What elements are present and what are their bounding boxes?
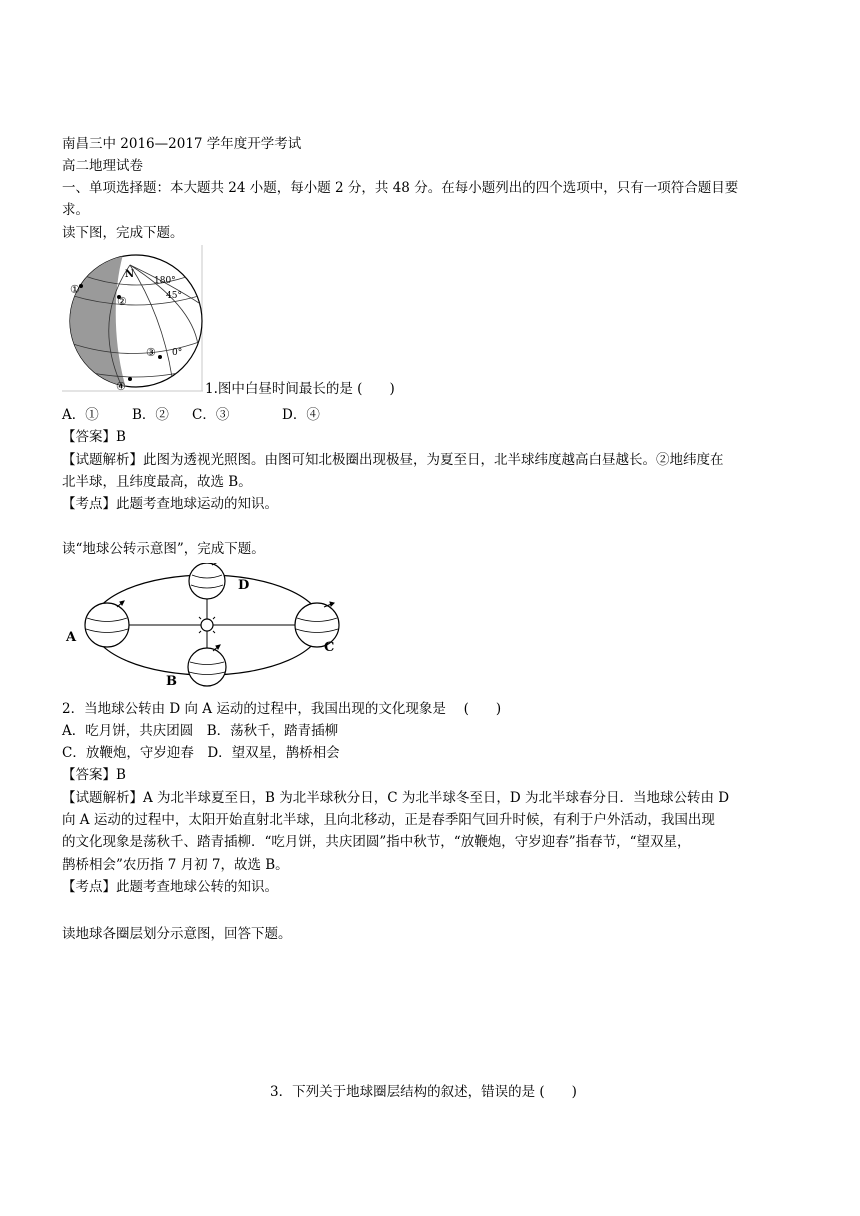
q1-option-b: B．② (132, 407, 169, 423)
q1-options (62, 406, 320, 424)
orbit-position-a-label: A (66, 630, 77, 645)
q2-answer: 【答案】B (62, 767, 126, 783)
q1-analysis-line-2: 北半球，且纬度最高，故选 B。 (62, 474, 252, 490)
section-title: 一、单项选择题：本大题共 24 小题，每小题 2 分，共 48 分。在每小题列出的四个选项中，只有一项符合题目要 (62, 180, 739, 196)
point-4-label: ④ (116, 380, 126, 393)
q2-analysis-line-4: 鹊桥相会”农历指 7 月初 7，故选 B。 (62, 857, 289, 873)
exam-subject-title: 高二地理试卷 (62, 158, 143, 174)
earth-revolution-diagram (62, 563, 362, 688)
q2-stem: 2．当地球公转由 D 向 A 运动的过程中，我国出现的文化现象是 ( ) (62, 701, 502, 717)
equator-0-label: 0° (172, 348, 183, 358)
point-2-label: ② (117, 295, 127, 308)
q3-stem: 3．下列关于地球圈层结构的叙述，错误的是 ( ) (270, 1084, 577, 1100)
illumination-globe-diagram (62, 245, 204, 393)
q1-intro: 读下图，完成下题。 (62, 225, 184, 241)
q1-stem: 1.图中白昼时间最长的是 ( ) (205, 381, 395, 397)
orbit-position-d-label: D (238, 578, 250, 593)
section-title-continued: 求。 (62, 202, 89, 218)
latitude-45-label: 45° (166, 291, 182, 301)
q1-globe-figure (62, 245, 204, 397)
q2-analysis-line-3: 的文化现象是荡秋千、踏青插柳．“吃月饼，共庆团圆”指中秋节，“放鞭炮，守岁迎春”指春节，“望双星， (62, 834, 691, 850)
q1-option-d: D．④ (282, 407, 320, 423)
exam-school-title: 南昌三中 2016—2017 学年度开学考试 (62, 136, 302, 152)
q1-option-c: C．③ (192, 407, 230, 423)
orbit-position-c-label: C (324, 640, 335, 655)
orbit-position-b-label: B (166, 674, 177, 688)
q1-option-a: A．① (62, 407, 99, 423)
q2-options-row-2: C．放鞭炮，守岁迎春 D．望双星，鹊桥相会 (62, 745, 340, 761)
q2-analysis-line-2: 向 A 运动的过程中，太阳开始直射北半球，且向北移动，正是春季阳气回升时候，有利于户外活动，我国出现 (62, 812, 715, 828)
q1-analysis-line-1: 【试题解析】此图为透视光照图。由图可知北极圈出现极昼，为夏至日，北半球纬度越高白昼越长。②地纬度在 (62, 452, 724, 468)
q2-options-row-1: A．吃月饼，共庆团圆 B．荡秋千，踏青插柳 (62, 723, 339, 739)
q2-intro: 读“地球公转示意图”，完成下题。 (62, 541, 265, 557)
longitude-180-label: 180° (154, 276, 176, 286)
north-pole-label: N (125, 269, 135, 280)
q3-intro: 读地球各圈层划分示意图，回答下题。 (62, 926, 292, 942)
q2-knowledge-point: 【考点】此题考查地球公转的知识。 (62, 879, 278, 895)
point-1-label: ① (70, 283, 80, 296)
point-3-label: ③ (146, 346, 156, 359)
q2-orbit-figure (62, 563, 362, 692)
q1-knowledge-point: 【考点】此题考查地球运动的知识。 (62, 496, 278, 512)
q2-analysis-line-1: 【试题解析】A 为北半球夏至日，B 为北半球秋分日，C 为北半球冬至日，D 为北半球春分日．当地球公转由 D (62, 790, 730, 806)
q1-answer: 【答案】B (62, 429, 126, 445)
